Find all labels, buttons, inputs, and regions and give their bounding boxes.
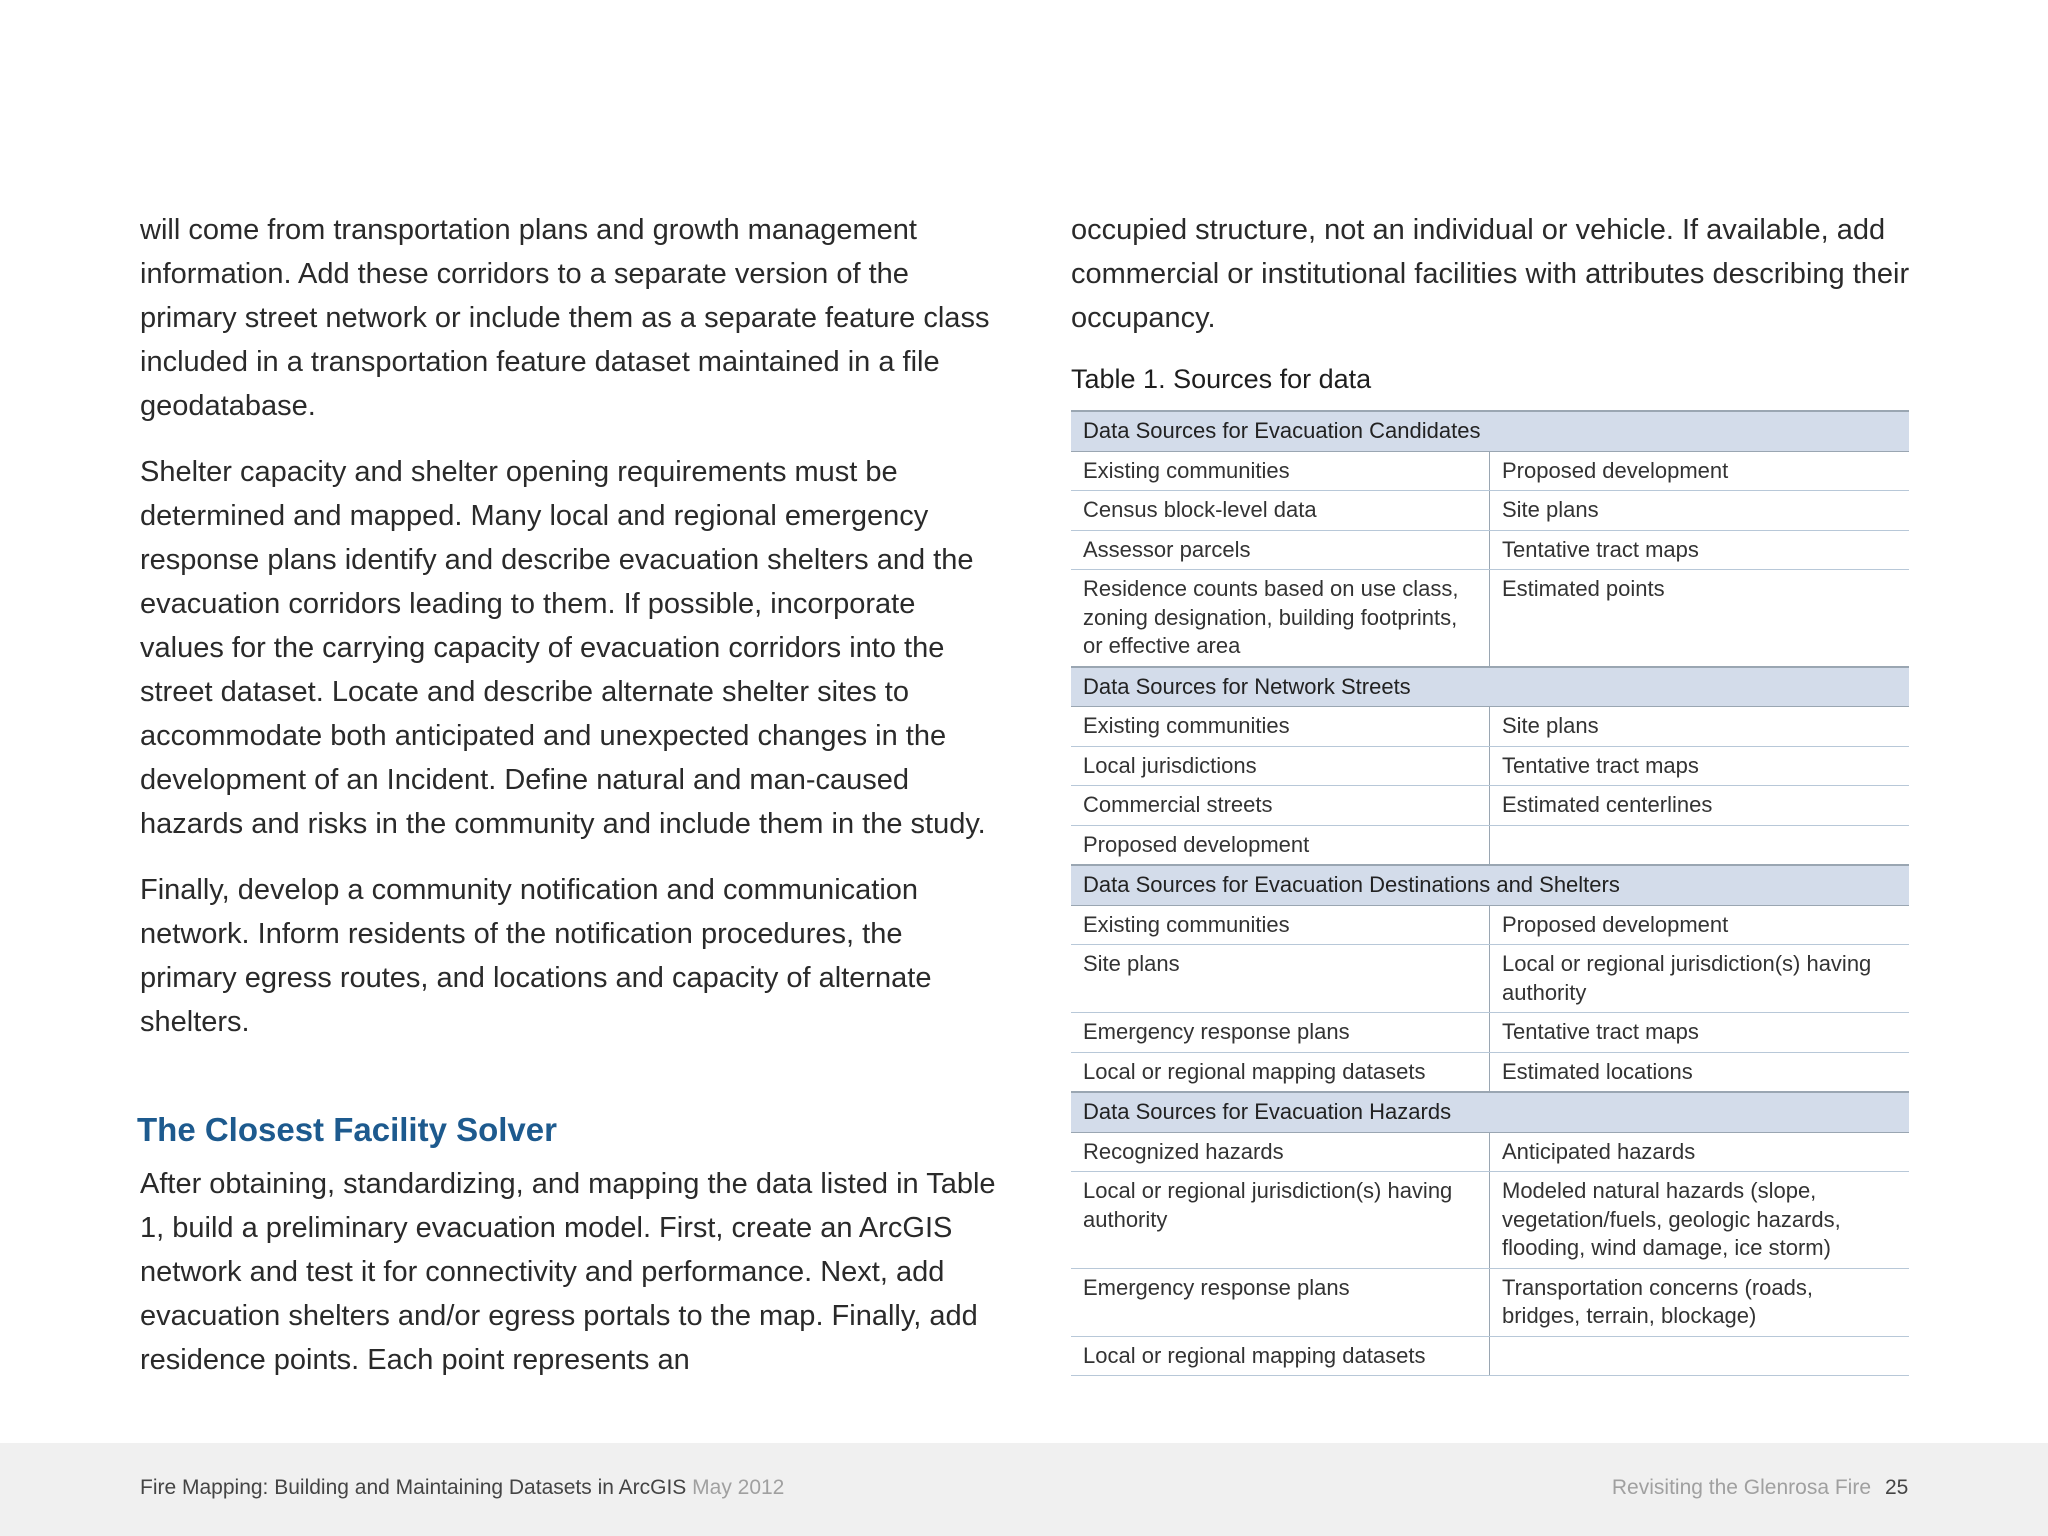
table-cell: Emergency response plans (1071, 1268, 1490, 1336)
table-cell: Local jurisdictions (1071, 746, 1490, 786)
table-row (1071, 945, 1909, 1013)
page-footer (0, 1443, 2048, 1536)
table-cell: Census block-level data (1071, 491, 1490, 531)
table-cell: Tentative tract maps (1490, 1013, 1910, 1053)
table-cell: Transportation concerns (roads, bridges, terrain, blockage) (1490, 1268, 1910, 1336)
table-group-header (1071, 411, 1909, 451)
table-cell: Local or regional mapping datasets (1071, 1052, 1490, 1092)
table-cell (1490, 825, 1910, 865)
footer-title: Fire Mapping: Building and Maintaining Datasets in ArcGIS (140, 1476, 687, 1499)
table-cell: Proposed development (1071, 825, 1490, 865)
table-row (1071, 905, 1909, 945)
table-row (1071, 570, 1909, 667)
table-row (1071, 746, 1909, 786)
table-cell: Local or regional jurisdiction(s) having authority (1490, 945, 1910, 1013)
table-group-header (1071, 865, 1909, 905)
table-row (1071, 1172, 1909, 1269)
table-cell: Estimated points (1490, 570, 1910, 667)
table-row (1071, 530, 1909, 570)
group-title: Data Sources for Evacuation Hazards (1071, 1092, 1909, 1132)
table-row (1071, 825, 1909, 865)
table-cell: Local or regional jurisdiction(s) having authority (1071, 1172, 1490, 1269)
table-row (1071, 1268, 1909, 1336)
table-cell: Assessor parcels (1071, 530, 1490, 570)
table-caption: Table 1. Sources for data (1071, 364, 1372, 394)
table-cell: Emergency response plans (1071, 1013, 1490, 1053)
body-paragraph: Shelter capacity and shelter opening requirements must be determined and mapped. Many local and regional emergency response plans identify and describe evacuation shelters and the evacuation corridors leading to them. If possible, incorporate values for the carrying capacity of evacuation corridors into the street dataset. Locate and describe alternate shelter sites to accommodate both anticipated and unexpected changes in the development of an Incident. Define natural and man-caused hazards and risks in the community and include them in the study. (140, 456, 986, 840)
section-heading: The Closest Facility Solver (137, 1111, 557, 1148)
table-row (1071, 707, 1909, 747)
group-title: Data Sources for Evacuation Destinations and Shelters (1071, 865, 1909, 905)
left-column (137, 208, 1000, 1404)
table-cell: Existing communities (1071, 451, 1490, 491)
table-cell: Anticipated hazards (1490, 1132, 1910, 1172)
table-cell: Tentative tract maps (1490, 530, 1910, 570)
table-cell: Proposed development (1490, 905, 1910, 945)
table-cell: Site plans (1071, 945, 1490, 1013)
table-cell: Modeled natural hazards (slope, vegetation/fuels, geologic hazards, flooding, wind damage, ice storm) (1490, 1172, 1910, 1269)
table-cell: Site plans (1490, 707, 1910, 747)
footer-date: May 2012 (692, 1476, 785, 1499)
table-cell: Tentative tract maps (1490, 746, 1910, 786)
body-paragraph: will come from transportation plans and growth management information. Add these corridors to a separate version of the primary street network or include them as a separate feature class included in a transportation feature dataset maintained in a file geodatabase. (140, 214, 990, 422)
table-cell: Residence counts based on use class, zoning designation, building footprints, or effective area (1071, 570, 1490, 667)
table-row (1071, 1336, 1909, 1376)
sources-table (1071, 410, 1909, 1376)
group-title: Data Sources for Evacuation Candidates (1071, 411, 1909, 451)
intro-paragraph: occupied structure, not an individual or vehicle. If available, add commercial or institutional facilities with attributes describing their occupancy. (1071, 214, 1910, 334)
table-cell: Commercial streets (1071, 786, 1490, 826)
footer-publication (140, 1476, 784, 1500)
table-row (1071, 1013, 1909, 1053)
table-cell: Local or regional mapping datasets (1071, 1336, 1490, 1376)
right-column (1071, 208, 1911, 1376)
group-title: Data Sources for Network Streets (1071, 667, 1909, 707)
table-cell: Existing communities (1071, 905, 1490, 945)
footer-section: Revisiting the Glenrosa Fire (1611, 1476, 1871, 1499)
table-cell: Estimated centerlines (1490, 786, 1910, 826)
table-row (1071, 451, 1909, 491)
body-paragraph: After obtaining, standardizing, and mapping the data listed in Table 1, build a preliminary evacuation model. First, create an ArcGIS network and test it for connectivity and performance. Next, add evacuation shelters and/or egress portals to the map. Finally, add residence points. Each point represents an (140, 1168, 996, 1376)
body-paragraph: Finally, develop a community notification and communication network. Inform residents of the notification procedures, the primary egress routes, and locations and capacity of alternate shelters. (140, 874, 932, 1038)
table-row (1071, 491, 1909, 531)
table-cell: Estimated locations (1490, 1052, 1910, 1092)
table-group-header (1071, 667, 1909, 707)
table-cell: Existing communities (1071, 707, 1490, 747)
page-number: 25 (1885, 1476, 1909, 1499)
table-cell: Recognized hazards (1071, 1132, 1490, 1172)
table-cell: Site plans (1490, 491, 1910, 531)
table-group-header (1071, 1092, 1909, 1132)
table-cell: Proposed development (1490, 451, 1910, 491)
table-row (1071, 786, 1909, 826)
table-row (1071, 1132, 1909, 1172)
table-row (1071, 1052, 1909, 1092)
table-cell (1490, 1336, 1910, 1376)
